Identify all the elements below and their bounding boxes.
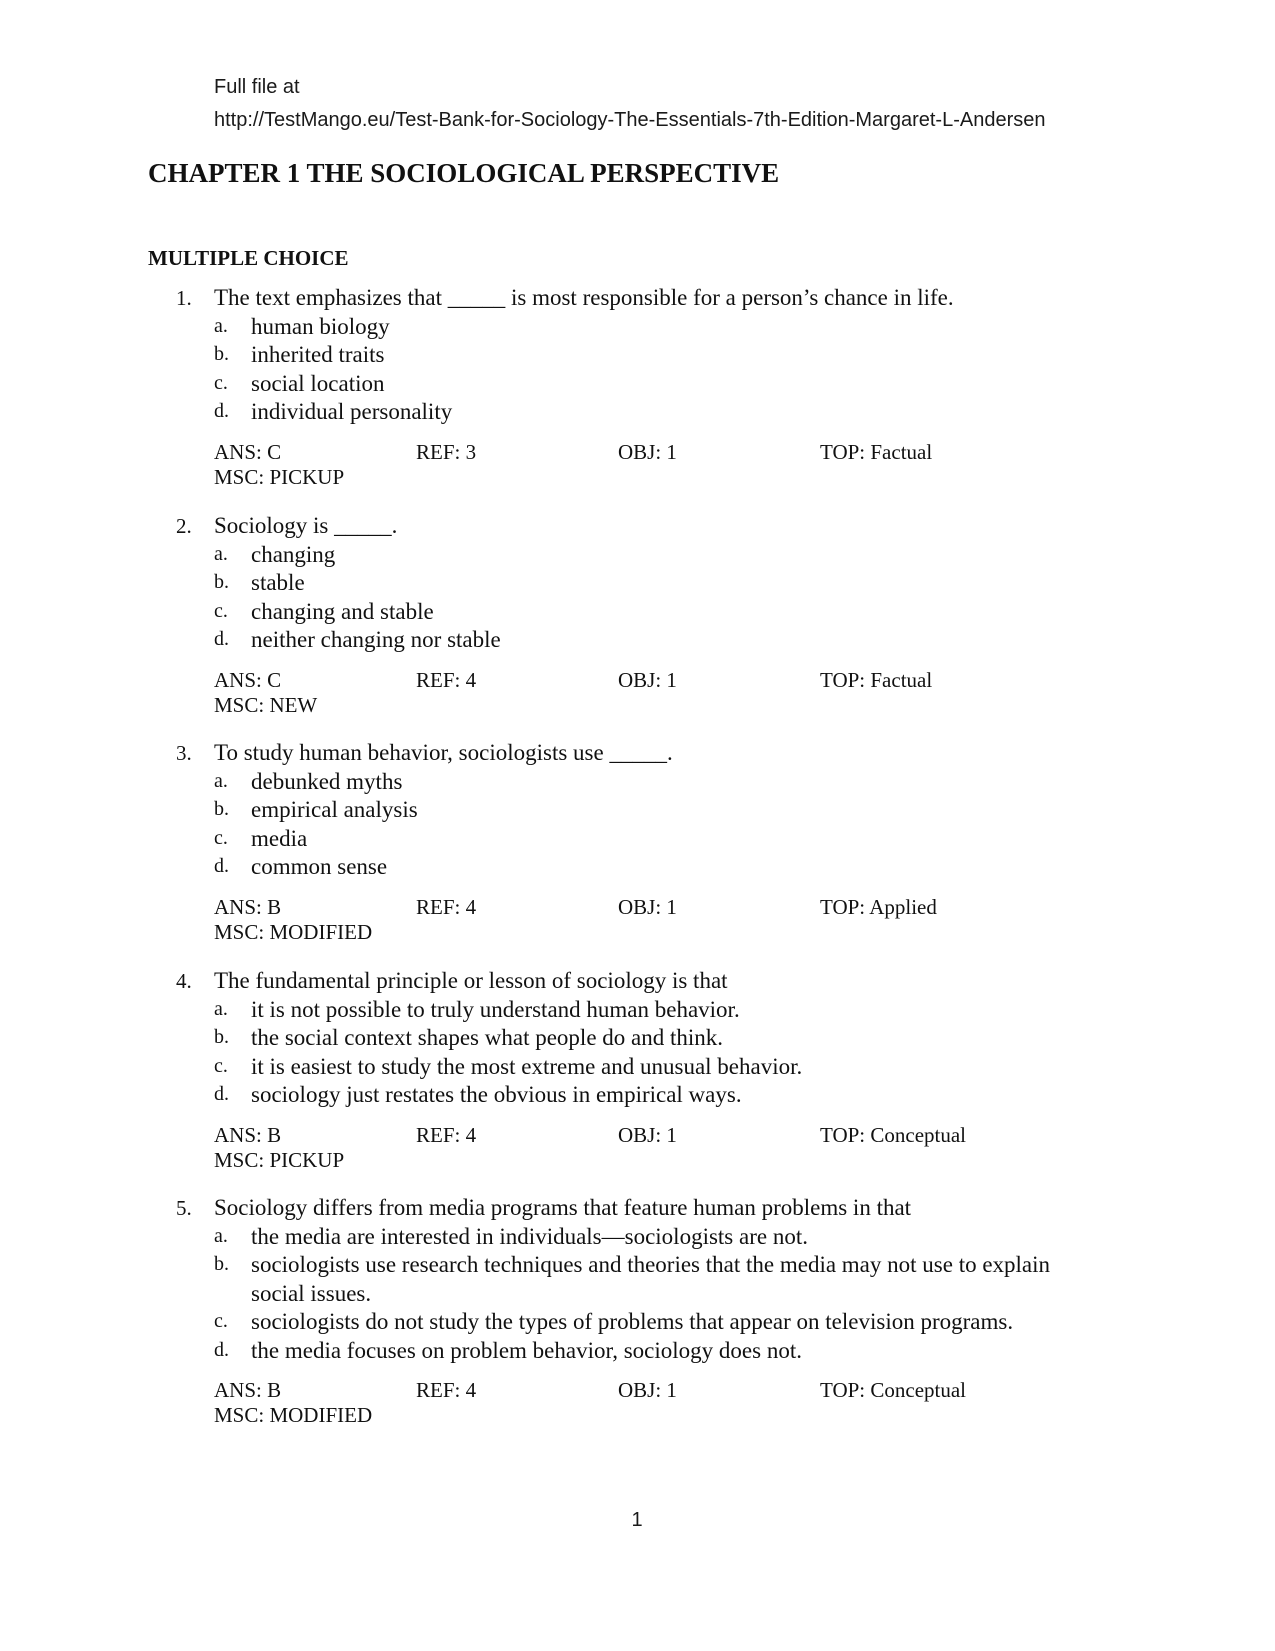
objective: OBJ: 1 (618, 1122, 677, 1147)
misc: MSC: MODIFIED (214, 1403, 373, 1427)
topic: TOP: Applied (820, 894, 937, 919)
misc: MSC: NEW (214, 692, 318, 717)
option-text: stable (251, 570, 305, 595)
question-4 (0, 967, 1275, 1176)
answer-metadata (0, 1377, 1275, 1431)
question-2 (0, 512, 1275, 721)
option-letter: b. (214, 571, 229, 593)
option-d (0, 398, 1275, 427)
option-b (0, 569, 1275, 598)
answer-key: ANS: C (214, 439, 282, 464)
option-text: changing (251, 541, 336, 567)
option-text: common sense (251, 854, 388, 879)
question-text: The fundamental principle or lesson of sociology is that (214, 968, 728, 993)
answer-key: ANS: B (214, 1122, 282, 1147)
option-c (0, 370, 1275, 399)
option-text: human biology (251, 313, 390, 339)
option-text: empirical analysis (251, 797, 418, 822)
objective: OBJ: 1 (618, 894, 677, 919)
option-letter: b. (214, 1253, 229, 1275)
option-letter: c. (214, 599, 228, 622)
option-letter: d. (214, 628, 229, 650)
question-number: 1. (176, 286, 192, 310)
option-letter: c. (214, 1310, 228, 1332)
option-text: the media are interested in individuals—sociologists are not. (251, 1223, 808, 1249)
answer-metadata (0, 1122, 1275, 1176)
option-letter: d. (214, 1083, 229, 1105)
option-d (0, 1337, 1275, 1366)
section-title: MULTIPLE CHOICE (148, 246, 349, 270)
topic: TOP: Conceptual (820, 1378, 967, 1402)
option-text: neither changing nor stable (251, 627, 501, 652)
option-a (0, 768, 1275, 797)
page-number-footer (0, 1509, 1275, 1532)
option-c (0, 598, 1275, 627)
option-letter: a. (214, 1224, 228, 1247)
option-text: the media focuses on problem behavior, sociology does not. (251, 1337, 802, 1363)
topic: TOP: Factual (820, 667, 933, 692)
option-letter: b. (214, 343, 229, 365)
header-source-url[interactable]: http://TestMango.eu/Test-Bank-for-Sociology-The-Essentials-7th-Edition-Margaret-L-Andersen (214, 109, 1046, 131)
question-number: 5. (176, 1196, 192, 1220)
reference-page: REF: 4 (416, 1378, 477, 1402)
option-d (0, 1081, 1275, 1110)
option-text: changing and stable (251, 598, 434, 624)
option-letter: d. (214, 400, 229, 422)
option-a (0, 313, 1275, 342)
question-1 (0, 284, 1275, 493)
page-number: 1 (631, 1509, 643, 1531)
answer-metadata (0, 439, 1275, 493)
objective: OBJ: 1 (618, 439, 677, 464)
answer-key: ANS: C (214, 667, 282, 692)
option-letter: c. (214, 826, 228, 849)
question-5 (0, 1194, 1275, 1431)
objective: OBJ: 1 (618, 667, 677, 692)
question-number: 2. (176, 514, 192, 538)
option-text: sociology just restates the obvious in empirical ways. (251, 1082, 742, 1107)
option-text: sociologists do not study the types of problems that appear on television programs. (251, 1309, 1014, 1334)
reference-page: REF: 4 (416, 667, 477, 692)
reference-page: REF: 4 (416, 1122, 477, 1147)
question-number: 3. (176, 741, 192, 765)
option-letter: a. (214, 542, 228, 565)
topic: TOP: Conceptual (820, 1122, 967, 1147)
chapter-title: CHAPTER 1 THE SOCIOLOGICAL PERSPECTIVE (148, 158, 780, 188)
option-text: media (251, 825, 308, 851)
option-letter: d. (214, 1338, 229, 1361)
option-d (0, 853, 1275, 882)
option-d (0, 626, 1275, 655)
option-text: it is easiest to study the most extreme and unusual behavior. (251, 1053, 803, 1079)
option-letter: d. (214, 855, 229, 877)
option-letter: c. (214, 1054, 228, 1077)
misc: MSC: PICKUP (214, 464, 345, 489)
answer-key: ANS: B (214, 894, 282, 919)
option-letter: a. (214, 997, 228, 1020)
topic: TOP: Factual (820, 439, 933, 464)
option-text: social location (251, 370, 385, 396)
option-text: the social context shapes what people do and think. (251, 1025, 724, 1050)
question-3 (0, 739, 1275, 948)
option-text: sociologists use research techniques and theories that the media may not use to explain social issues. (251, 1252, 1051, 1306)
reference-page: REF: 4 (416, 894, 477, 919)
option-a (0, 996, 1275, 1025)
option-text: debunked myths (251, 768, 403, 794)
answer-key: ANS: B (214, 1378, 282, 1402)
objective: OBJ: 1 (618, 1378, 677, 1402)
misc: MSC: PICKUP (214, 1147, 345, 1172)
option-letter: c. (214, 371, 228, 394)
option-text: it is not possible to truly understand human behavior. (251, 996, 740, 1022)
question-text: Sociology is _____. (214, 513, 398, 538)
answer-metadata (0, 894, 1275, 948)
option-letter: a. (214, 769, 228, 792)
option-letter: a. (214, 314, 228, 337)
option-a (0, 1223, 1275, 1252)
option-c (0, 825, 1275, 854)
option-letter: b. (214, 798, 229, 820)
question-text: The text emphasizes that _____ is most responsible for a person’s chance in life. (214, 285, 954, 310)
option-b (0, 1024, 1275, 1053)
header-line-1: Full file at (214, 76, 300, 98)
option-c (0, 1053, 1275, 1082)
option-b (0, 1251, 1275, 1308)
option-a (0, 541, 1275, 570)
question-number: 4. (176, 969, 192, 993)
question-text: To study human behavior, sociologists use _____. (214, 740, 673, 765)
option-letter: b. (214, 1026, 229, 1048)
question-text: Sociology differs from media programs that feature human problems in that (214, 1195, 912, 1220)
misc: MSC: MODIFIED (214, 919, 373, 944)
option-text: inherited traits (251, 342, 385, 367)
reference-page: REF: 3 (416, 439, 477, 464)
option-text: individual personality (251, 399, 453, 424)
option-b (0, 341, 1275, 370)
option-b (0, 796, 1275, 825)
answer-metadata (0, 667, 1275, 721)
option-c (0, 1308, 1275, 1337)
